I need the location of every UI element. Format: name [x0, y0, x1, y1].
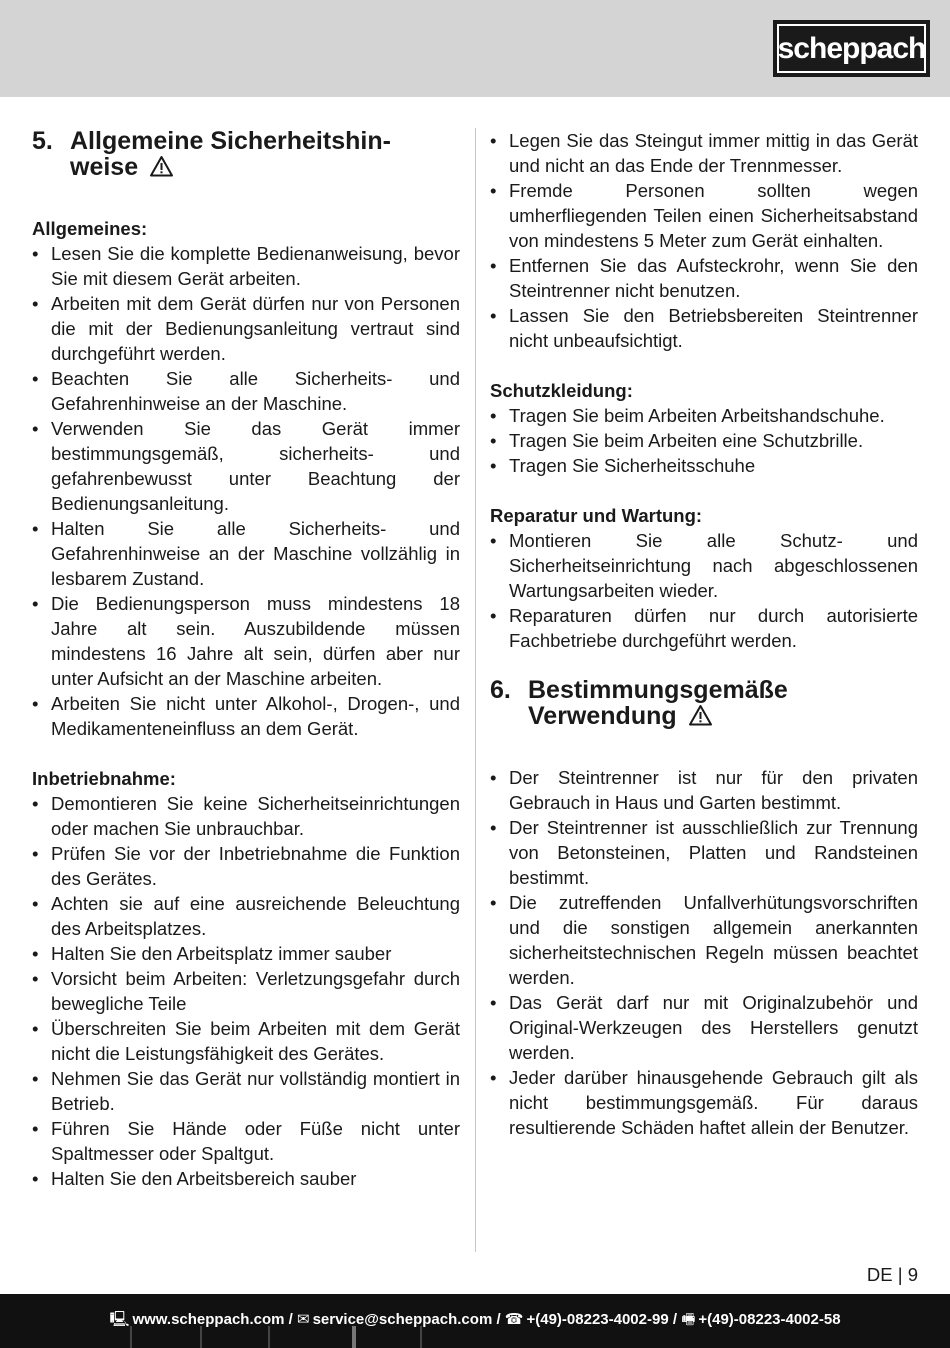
list-item: • Legen Sie das Steingut immer mittig in das Gerät und nicht an das Ende der Trennmesser. [490, 130, 918, 176]
scheppach-logo: scheppach [773, 20, 930, 77]
list-item: • Lassen Sie den Betriebsbereiten Steintrenner nicht unbeaufsichtigt. [490, 305, 918, 351]
warning-triangle-icon [688, 704, 713, 726]
section-6-number: 6. [490, 676, 511, 704]
fax-icon: 🖷 [681, 1311, 696, 1328]
list-item: • Montieren Sie alle Schutz- und Sicherheitseinrichtung nach abgeschlossenen Wartungsarbeiten wieder. [490, 530, 918, 601]
list-item: • Tragen Sie beim Arbeiten Arbeitshandschuhe. [490, 405, 885, 426]
section-5-heading [32, 128, 460, 180]
footer-contact: 🖳 www.scheppach.com / ✉ service@scheppach.com / ☎ +(49)-08223-4002-99 / 🖷 +(49)-08223-4002-58 [109, 1311, 841, 1328]
list-item: • Nehmen Sie das Gerät nur vollständig montiert in Betrieb. [32, 1068, 460, 1114]
computer-icon: 🖳 [109, 1311, 130, 1328]
phone-icon: ☎ [504, 1311, 524, 1328]
mail-icon: ✉ [296, 1311, 310, 1328]
section-5-title-line2: weise [70, 153, 139, 181]
reparatur-heading: Reparatur und Wartung: [490, 505, 703, 526]
section-6-title-line2: Verwendung [528, 702, 677, 730]
list-item: • Halten Sie den Arbeitsbereich sauber [32, 1168, 357, 1189]
section-6-list [490, 765, 918, 1140]
right-column [490, 128, 918, 1140]
email-link[interactable]: service@scheppach.com [312, 1311, 493, 1328]
list-item: • Arbeiten Sie nicht unter Alkohol-, Drogen-, und Medikamenteneinfluss an dem Gerät. [32, 693, 460, 739]
left-column [32, 128, 460, 1191]
list-item: • Der Steintrenner ist nur für den privaten Gebrauch in Haus und Garten bestimmt. [490, 767, 918, 813]
allgemeines-heading: Allgemeines: [32, 218, 148, 239]
list-item: • Entfernen Sie das Aufsteckrohr, wenn Sie den Steintrenner nicht benutzen. [490, 255, 918, 301]
continued-list [490, 128, 918, 353]
list-item: • Beachten Sie alle Sicherheits- und Gefahrenhinweise an der Maschine. [32, 368, 460, 414]
fax-number: +(49)-08223-4002-58 [698, 1311, 841, 1328]
list-item: • Die zutreffenden Unfallverhütungsvorschriften und die sonstigen allgemein anerkannten sicherheitstechnischen Regeln müssen beachtet werden. [490, 892, 918, 988]
inbetriebnahme-heading: Inbetriebnahme: [32, 768, 176, 789]
reparatur-list [490, 528, 918, 653]
list-item: • Tragen Sie beim Arbeiten eine Schutzbrille. [490, 430, 864, 451]
list-item: • Prüfen Sie vor der Inbetriebnahme die Funktion des Gerätes. [32, 843, 460, 889]
list-item: • Demontieren Sie keine Sicherheitseinrichtungen oder machen Sie unbrauchbar. [32, 793, 460, 839]
header-bar [0, 0, 950, 97]
list-item: • Die Bedienungsperson muss mindestens 18 Jahre alt sein. Auszubildende müssen mindestens 16 Jahre alt sein, dürfen aber nur unter Aufsicht an der Maschine arbeiten. [32, 593, 460, 689]
schutzkleidung-heading: Schutzkleidung: [490, 380, 633, 401]
list-item: • Jeder darüber hinausgehende Gebrauch gilt als nicht bestimmungsgemäß. Für daraus resultierende Schäden haftet allein der Benutzer. [490, 1067, 918, 1138]
list-item: • Arbeiten mit dem Gerät dürfen nur von Personen die mit der Bedienungsanleitung vertraut sind durchgeführt werden. [32, 293, 460, 364]
warning-triangle-icon [149, 155, 174, 177]
page-number: DE | 9 [866, 1264, 918, 1285]
list-item: • Achten sie auf eine ausreichende Beleuchtung des Arbeitsplatzes. [32, 893, 460, 939]
section-5-title-line1: Allgemeine Sicherheitshin- [70, 127, 391, 155]
schutzkleidung-list [490, 403, 918, 478]
list-item: • Führen Sie Hände oder Füße nicht unter Spaltmesser oder Spaltgut. [32, 1118, 460, 1164]
list-item: • Halten Sie den Arbeitsplatz immer sauber [32, 943, 392, 964]
allgemeines-list [32, 241, 460, 741]
section-5-number: 5. [32, 127, 53, 155]
footer-bar [0, 1294, 950, 1348]
inbetriebnahme-list [32, 791, 460, 1191]
list-item: • Überschreiten Sie beim Arbeiten mit dem Gerät nicht die Leistungsfähigkeit des Gerätes. [32, 1018, 460, 1064]
list-item: • Halten Sie alle Sicherheits- und Gefahrenhinweise an der Maschine vollzählig in lesbarem Zustand. [32, 518, 460, 589]
website-link[interactable]: www.scheppach.com [132, 1311, 285, 1328]
list-item: • Vorsicht beim Arbeiten: Verletzungsgefahr durch bewegliche Teile [32, 968, 460, 1014]
list-item: • Fremde Personen sollten wegen umherfliegenden Teilen einen Sicherheitsabstand von mindestens 5 Meter zum Gerät einhalten. [490, 180, 918, 251]
phone-number: +(49)-08223-4002-99 [526, 1311, 669, 1328]
list-item: • Verwenden Sie das Gerät immer bestimmungsgemäß, sicherheits- und gefahrenbewusst unter Beachtung der Bedienungsanleitung. [32, 418, 460, 514]
list-item: • Der Steintrenner ist ausschließlich zur Trennung von Betonsteinen, Platten und Randsteinen bestimmt. [490, 817, 918, 888]
section-6-title-line1: Bestimmungsgemäße [528, 676, 788, 704]
section-6-heading [490, 677, 918, 729]
list-item: • Das Gerät darf nur mit Originalzubehör und Original-Werkzeugen des Herstellers genutzt werden. [490, 992, 918, 1063]
column-divider [475, 128, 476, 1252]
list-item: • Tragen Sie Sicherheitsschuhe [490, 455, 756, 476]
list-item: • Lesen Sie die komplette Bedienanweisung, bevor Sie mit diesem Gerät arbeiten. [32, 243, 460, 289]
list-item: • Reparaturen dürfen nur durch autorisierte Fachbetriebe durchgeführt werden. [490, 605, 918, 651]
